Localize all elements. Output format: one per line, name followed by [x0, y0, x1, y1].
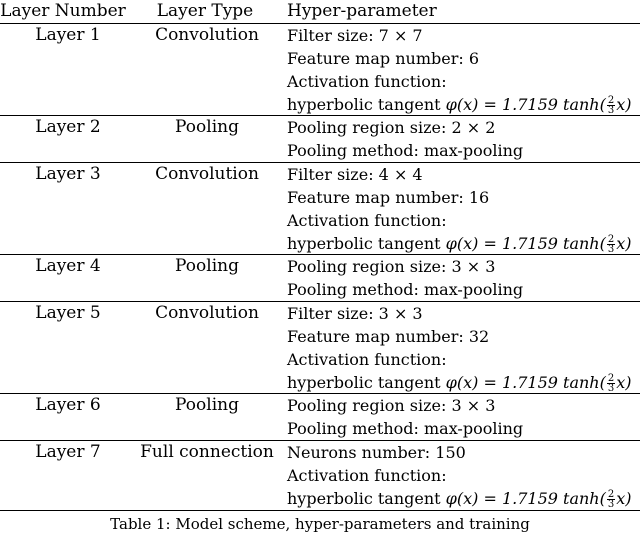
hyper-parameter-cell — [287, 441, 632, 510]
fraction-denominator: 3 — [607, 499, 615, 510]
param-line: Activation function: — [287, 350, 447, 369]
formula-rhs: x) — [616, 95, 632, 114]
param-line: Activation function: — [287, 211, 447, 230]
hyper-parameter-cell — [287, 255, 523, 301]
fraction-numerator: 2 — [607, 373, 615, 384]
table-row — [0, 302, 640, 394]
header-layer-type: Layer Type — [156, 1, 254, 21]
layer-number-cell: Layer 4 — [35, 256, 101, 276]
param-line: hyperbolic tangent — [287, 95, 441, 114]
param-line: Pooling region size: 3 × 3 — [287, 257, 496, 276]
hyper-parameter-cell — [287, 394, 523, 440]
layer-type-cell: Pooling — [175, 256, 239, 276]
formula-lhs: φ(x) = 1.7159 tanh( — [445, 489, 606, 508]
layer-number-cell: Layer 1 — [35, 25, 101, 45]
fraction — [607, 96, 615, 115]
activation-formula-line — [287, 487, 632, 510]
param-line: hyperbolic tangent — [287, 373, 441, 392]
formula-lhs: φ(x) = 1.7159 tanh( — [445, 95, 606, 114]
param-line: Pooling region size: 2 × 2 — [287, 118, 496, 137]
param-line: Filter size: 4 × 4 — [287, 165, 423, 184]
param-line: Activation function: — [287, 466, 447, 485]
formula-lhs: φ(x) = 1.7159 tanh( — [445, 373, 606, 392]
layer-number-cell: Layer 5 — [35, 303, 101, 323]
param-line: Pooling method: max-pooling — [287, 141, 524, 160]
layer-number-cell: Layer 6 — [35, 395, 101, 415]
fraction-denominator: 3 — [607, 383, 615, 394]
table-row — [0, 24, 640, 116]
layer-number-cell: Layer 3 — [35, 164, 101, 184]
param-line: Feature map number: 6 — [287, 49, 480, 68]
table-caption: Table 1: Model scheme, hyper-parameters and training — [110, 515, 530, 533]
activation-formula-line — [287, 371, 632, 394]
param-line: Pooling region size: 3 × 3 — [287, 396, 496, 415]
table-row — [0, 441, 640, 511]
layer-type-cell: Convolution — [155, 25, 259, 45]
hyper-parameter-cell — [287, 24, 632, 116]
fraction — [607, 490, 615, 509]
fraction-numerator: 2 — [607, 95, 615, 106]
activation-formula-line — [287, 93, 632, 116]
table-header-row — [0, 0, 640, 24]
fraction-numerator: 2 — [607, 234, 615, 245]
layer-type-cell: Full connection — [140, 442, 274, 462]
param-line: Activation function: — [287, 72, 447, 91]
fraction — [607, 235, 615, 254]
param-line: hyperbolic tangent — [287, 489, 441, 508]
param-line: Pooling method: max-pooling — [287, 419, 524, 438]
fraction — [607, 374, 615, 393]
hyper-parameter-cell — [287, 163, 632, 255]
param-line: Neurons number: 150 — [287, 443, 466, 462]
layer-number-cell: Layer 7 — [35, 442, 101, 462]
table-row — [0, 116, 640, 163]
layer-type-cell: Convolution — [155, 303, 259, 323]
table-row — [0, 394, 640, 441]
layer-type-cell: Pooling — [175, 117, 239, 137]
hyper-parameter-cell — [287, 116, 523, 162]
header-hyper-parameter: Hyper-parameter — [287, 1, 437, 21]
formula-lhs: φ(x) = 1.7159 tanh( — [445, 234, 606, 253]
fraction-numerator: 2 — [607, 489, 615, 500]
fraction-denominator: 3 — [607, 105, 615, 116]
param-line: Filter size: 7 × 7 — [287, 26, 423, 45]
activation-formula-line — [287, 232, 632, 255]
header-layer-number: Layer Number — [0, 1, 126, 21]
fraction-denominator: 3 — [607, 244, 615, 255]
layer-type-cell: Pooling — [175, 395, 239, 415]
table-row — [0, 255, 640, 302]
param-line: hyperbolic tangent — [287, 234, 441, 253]
formula-rhs: x) — [616, 234, 632, 253]
table-row — [0, 163, 640, 255]
param-line: Filter size: 3 × 3 — [287, 304, 423, 323]
param-line: Pooling method: max-pooling — [287, 280, 524, 299]
param-line: Feature map number: 16 — [287, 188, 490, 207]
hyper-parameter-cell — [287, 302, 632, 394]
formula-rhs: x) — [616, 373, 632, 392]
layer-type-cell: Convolution — [155, 164, 259, 184]
param-line: Feature map number: 32 — [287, 327, 490, 346]
layer-number-cell: Layer 2 — [35, 117, 101, 137]
formula-rhs: x) — [616, 489, 632, 508]
